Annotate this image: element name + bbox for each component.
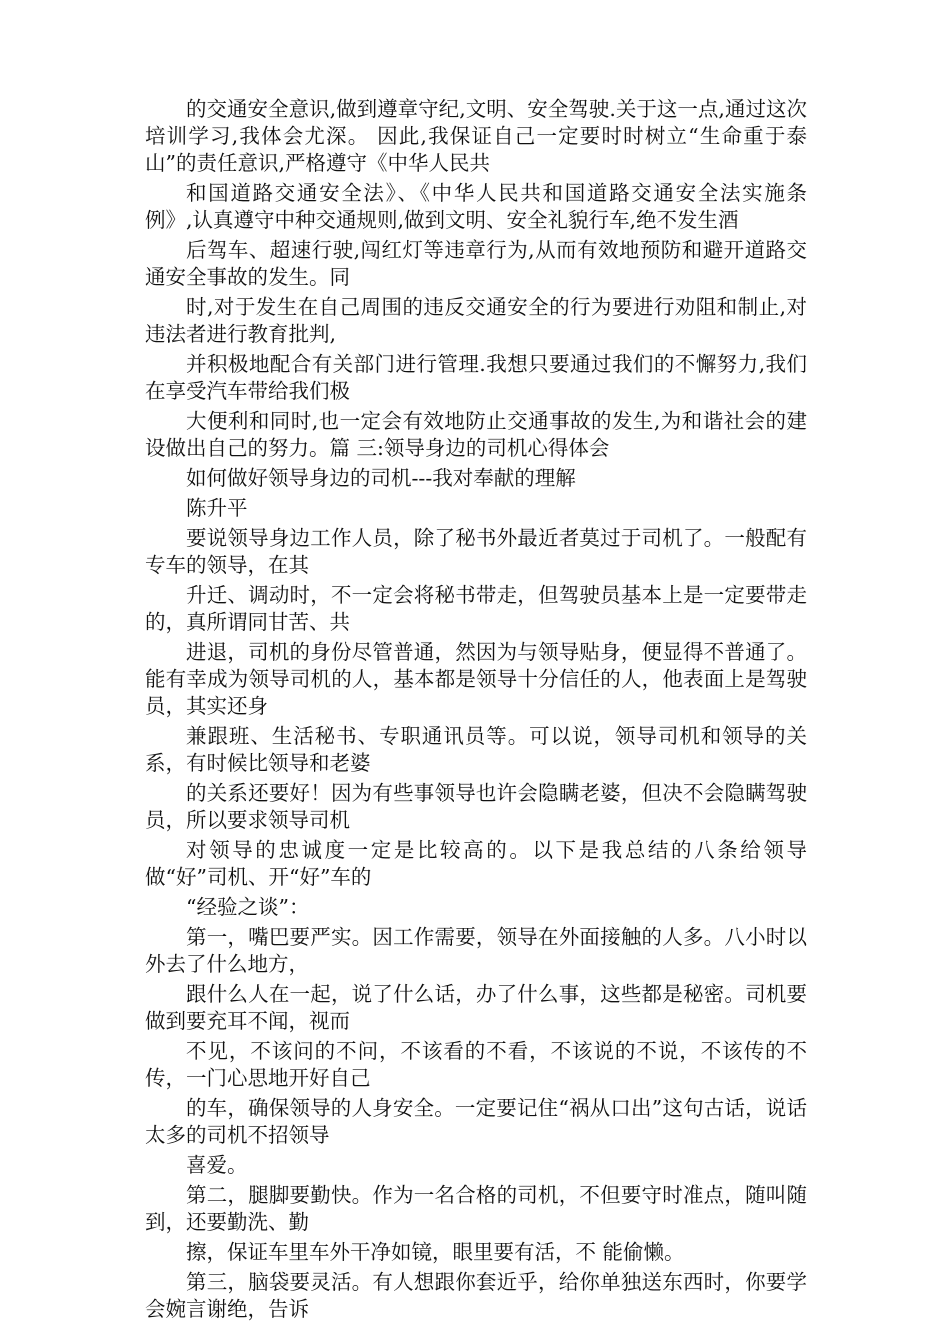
paragraph: 的交通安全意识,做到遵章守纪,文明、安全驾驶.关于这一点,通过这次培训学习,我体会尤深。 因此,我保证自己一定要时时树立“生命重于泰山”的责任意识,严格遵守《中华人民共 — [145, 97, 807, 175]
author-name: 陈升平 — [186, 496, 248, 520]
article-title: 如何做好领导身边的司机---我对奉献的理解 — [186, 466, 576, 490]
paragraph: 进退，司机的身份尽管普通，然因为与领导贴身，便显得不普通了。 能有幸成为领导司机的人，基本都是领导十分信任的人，他表面上是驾驶员，其实还身 — [145, 640, 807, 718]
paragraph: 跟什么人在一起，说了什么话，办了什么事，这些都是秘密。司机要做到要充耳不闻，视而 — [145, 982, 807, 1033]
paragraph: 的关系还要好！因为有些事领导也许会隐瞒老婆，但决不会隐瞒驾驶员，所以要求领导司机 — [145, 781, 807, 832]
paragraph: 的车，确保领导的人身安全。一定要记住“祸从口出”这句古话，说话太多的司机不招领导 — [145, 1096, 807, 1147]
paragraph: 兼跟班、生活秘书、专职通讯员等。可以说，领导司机和领导的关系，有时候比领导和老婆 — [145, 724, 807, 775]
paragraph: 第三，脑袋要灵活。有人想跟你套近乎，给你单独送东西时，你要学会婉言谢绝，告诉 — [145, 1270, 807, 1321]
document-body — [145, 96, 807, 1326]
paragraph: “经验之谈”： — [186, 895, 310, 919]
paragraph: 第二，腿脚要勤快。作为一名合格的司机，不但要守时准点，随叫随到，还要勤洗、勤 — [145, 1183, 807, 1234]
paragraph: 擦，保证车里车外干净如镜，眼里要有活，不 能偷懒。 — [186, 1240, 685, 1264]
paragraph: 并积极地配合有关部门进行管理.我想只要通过我们的不懈努力,我们在享受汽车带给我们极 — [145, 352, 807, 403]
paragraph: 后驾车、超速行驶,闯红灯等违章行为,从而有效地预防和避开道路交通安全事故的发生。同 — [145, 238, 807, 289]
paragraph: 时,对于发生在自己周围的违反交通安全的行为要进行劝阻和制止,对违法者进行教育批判, — [145, 295, 807, 346]
paragraph: 升迁、调动时，不一定会将秘书带走，但驾驶员基本上是一定要带走的，真所谓同甘苦、共 — [145, 583, 807, 634]
paragraph: 大便利和同时,也一定会有效地防止交通事故的发生,为和谐社会的建设做出自己的努力。篇 三:领导身边的司机心得体会 — [145, 409, 807, 460]
paragraph: 和国道路交通安全法》、《中华人民共和国道路交通安全法实施条例》,认真遵守中种交通规则,做到文明、安全礼貌行车,绝不发生酒 — [145, 181, 807, 232]
paragraph: 不见，不该问的不问，不该看的不看，不该说的不说，不该传的不传，一门心思地开好自己 — [145, 1039, 807, 1090]
paragraph: 喜爱。 — [186, 1153, 248, 1177]
paragraph: 要说领导身边工作人员，除了秘书外最近者莫过于司机了。一般配有专车的领导，在其 — [145, 526, 807, 577]
paragraph: 对领导的忠诚度一定是比较高的。以下是我总结的八条给领导做“好”司机、开“好”车的 — [145, 838, 807, 889]
paragraph: 第一，嘴巴要严实。因工作需要，领导在外面接触的人多。八小时以外去了什么地方， — [145, 925, 807, 976]
